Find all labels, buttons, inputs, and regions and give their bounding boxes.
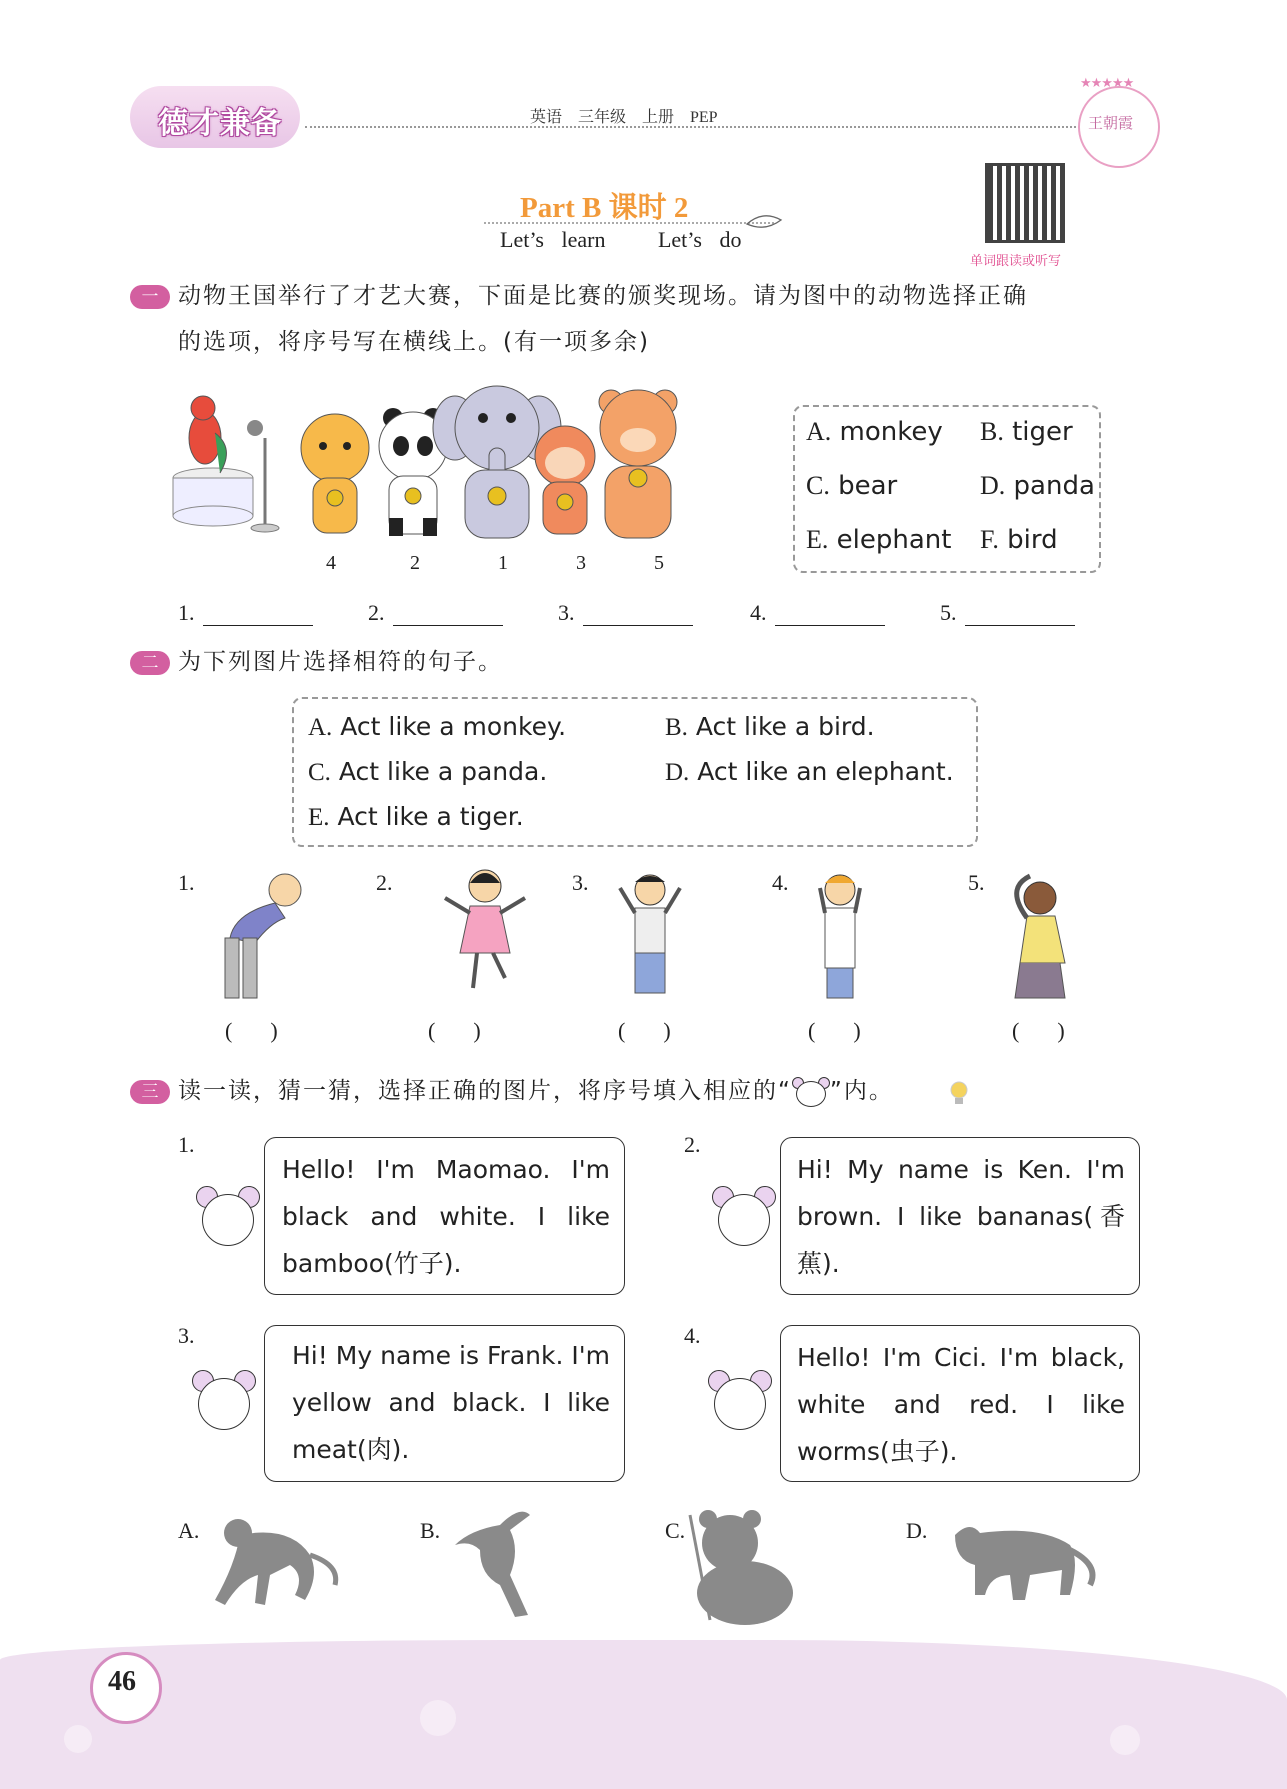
rank-label: 1 bbox=[498, 552, 508, 574]
page-title: Part B 课时 2 bbox=[520, 192, 689, 224]
footer-bubble bbox=[64, 1725, 92, 1753]
answer-blank-2[interactable]: 2. bbox=[368, 600, 503, 626]
footer-bubble bbox=[1110, 1725, 1140, 1755]
child-bending-icon bbox=[225, 874, 301, 998]
sentence-option-e: E. Act like a tiger. bbox=[308, 802, 524, 831]
subject-line: 英语 三年级 上册 PEP bbox=[530, 109, 718, 126]
section-marker-2: 二 bbox=[130, 651, 170, 675]
children-acting-illustration bbox=[215, 868, 1095, 1008]
rank-label: 4 bbox=[326, 552, 336, 574]
qr-code[interactable] bbox=[985, 163, 1065, 243]
sentence-option-a: A. Act like a monkey. bbox=[308, 712, 567, 741]
option-c: C. bear bbox=[806, 471, 898, 501]
section-2-instruction: 为下列图片选择相符的句子。 bbox=[178, 649, 503, 675]
instruction-line-2: 的选项，将序号写在横线上。(有一项多余) bbox=[178, 329, 650, 355]
rank-label: 5 bbox=[654, 552, 664, 574]
footer-bubble bbox=[420, 1700, 456, 1736]
answer-blank-4[interactable]: 4. bbox=[750, 600, 885, 626]
logo-text: 德才兼备 bbox=[158, 106, 282, 141]
riddle-text-2: Hi! My name is Ken. I'm brown. I like bananas(香蕉). bbox=[797, 1155, 1125, 1278]
seal-text: 王朝霞 bbox=[1088, 114, 1134, 132]
section-1-instruction bbox=[178, 273, 1158, 365]
award-animals-illustration bbox=[165, 378, 720, 548]
leaf-icon bbox=[745, 210, 785, 234]
item-number: 1. bbox=[178, 870, 195, 895]
picture-label: C. bbox=[665, 1518, 686, 1543]
footer-background bbox=[0, 1640, 1287, 1789]
option-f: F. bird bbox=[980, 525, 1058, 555]
answer-paren-1[interactable]: () bbox=[225, 1018, 316, 1043]
riddle-text-4: Hello! I'm Cici. I'm black, white and red. I like worms(虫子). bbox=[797, 1343, 1125, 1466]
riddle-text-3: Hi! My name is Frank. I'm yellow and black. I like meat(肉). bbox=[292, 1341, 610, 1464]
parrot-icon bbox=[173, 396, 279, 532]
monkey-icon bbox=[535, 426, 595, 534]
section-3-instruction: 读一读，猜一猜，选择正确的图片，将序号填入相应的“ ”内。 bbox=[178, 1068, 894, 1114]
seal-stars-icon: ★★★★★ bbox=[1080, 76, 1134, 91]
answer-bear-circle-4[interactable] bbox=[714, 1378, 766, 1430]
bird-silhouette-icon bbox=[455, 1512, 530, 1617]
item-number: 5. bbox=[968, 870, 985, 895]
card-number: 2. bbox=[684, 1132, 701, 1157]
item-number: 3. bbox=[572, 870, 589, 895]
child-flapping-icon bbox=[445, 870, 525, 988]
section-marker-3: 三 bbox=[130, 1080, 170, 1104]
picture-label: B. bbox=[420, 1518, 441, 1543]
panda-silhouette-icon bbox=[690, 1510, 793, 1625]
sentence-option-d: D. Act like an elephant. bbox=[665, 757, 954, 786]
tiger-silhouette-icon bbox=[955, 1527, 1093, 1600]
card-number: 3. bbox=[178, 1323, 195, 1348]
page-subtitle: Let’s learn Let’s do bbox=[500, 227, 742, 252]
sentence-option-c: C. Act like a panda. bbox=[308, 757, 548, 786]
answer-paren-2[interactable]: () bbox=[428, 1018, 519, 1043]
picture-label: A. bbox=[178, 1518, 200, 1543]
bear-icon bbox=[599, 390, 677, 538]
monkey-silhouette-icon bbox=[215, 1519, 336, 1605]
answer-blank-1[interactable]: 1. bbox=[178, 600, 313, 626]
title-divider bbox=[484, 222, 774, 224]
qr-caption: 单词跟读或听写 bbox=[970, 254, 1062, 269]
rank-label: 3 bbox=[576, 552, 586, 574]
card-number: 4. bbox=[684, 1323, 701, 1348]
answer-blank-3[interactable]: 3. bbox=[558, 600, 693, 626]
answer-paren-4[interactable]: () bbox=[808, 1018, 899, 1043]
option-e: E. elephant bbox=[806, 525, 952, 555]
item-number: 4. bbox=[772, 870, 789, 895]
child-claws-icon bbox=[620, 875, 680, 993]
answer-paren-3[interactable]: () bbox=[618, 1018, 709, 1043]
answer-blank-5[interactable]: 5. bbox=[940, 600, 1075, 626]
sentence-option-b: B. Act like a bird. bbox=[665, 712, 875, 741]
section-marker-1: 一 bbox=[130, 285, 170, 309]
option-a: A. monkey bbox=[806, 417, 943, 447]
answer-bear-circle-3[interactable] bbox=[198, 1378, 250, 1430]
option-d: D. panda bbox=[980, 471, 1095, 501]
item-number: 2. bbox=[376, 870, 393, 895]
riddle-text-1: Hello! I'm Maomao. I'm black and white. I like bamboo(竹子). bbox=[282, 1155, 610, 1278]
tiger-icon bbox=[301, 414, 369, 533]
card-number: 1. bbox=[178, 1132, 195, 1157]
animal-silhouettes bbox=[210, 1505, 1110, 1625]
child-trunk-icon bbox=[820, 875, 860, 998]
option-b: B. tiger bbox=[980, 417, 1073, 447]
answer-bear-circle-2[interactable] bbox=[718, 1194, 770, 1246]
page-number: 46 bbox=[108, 1666, 136, 1697]
bear-circle-icon bbox=[792, 1077, 830, 1107]
child-monkey-pose-icon bbox=[1015, 876, 1065, 998]
picture-label: D. bbox=[906, 1518, 928, 1543]
answer-paren-5[interactable]: () bbox=[1012, 1018, 1103, 1043]
rank-label: 2 bbox=[410, 552, 420, 574]
instruction-line-1: 动物王国举行了才艺大赛，下面是比赛的颁奖现场。请为图中的动物选择正确 bbox=[178, 283, 1028, 309]
lightbulb-icon bbox=[948, 1080, 970, 1106]
answer-bear-circle-1[interactable] bbox=[202, 1194, 254, 1246]
